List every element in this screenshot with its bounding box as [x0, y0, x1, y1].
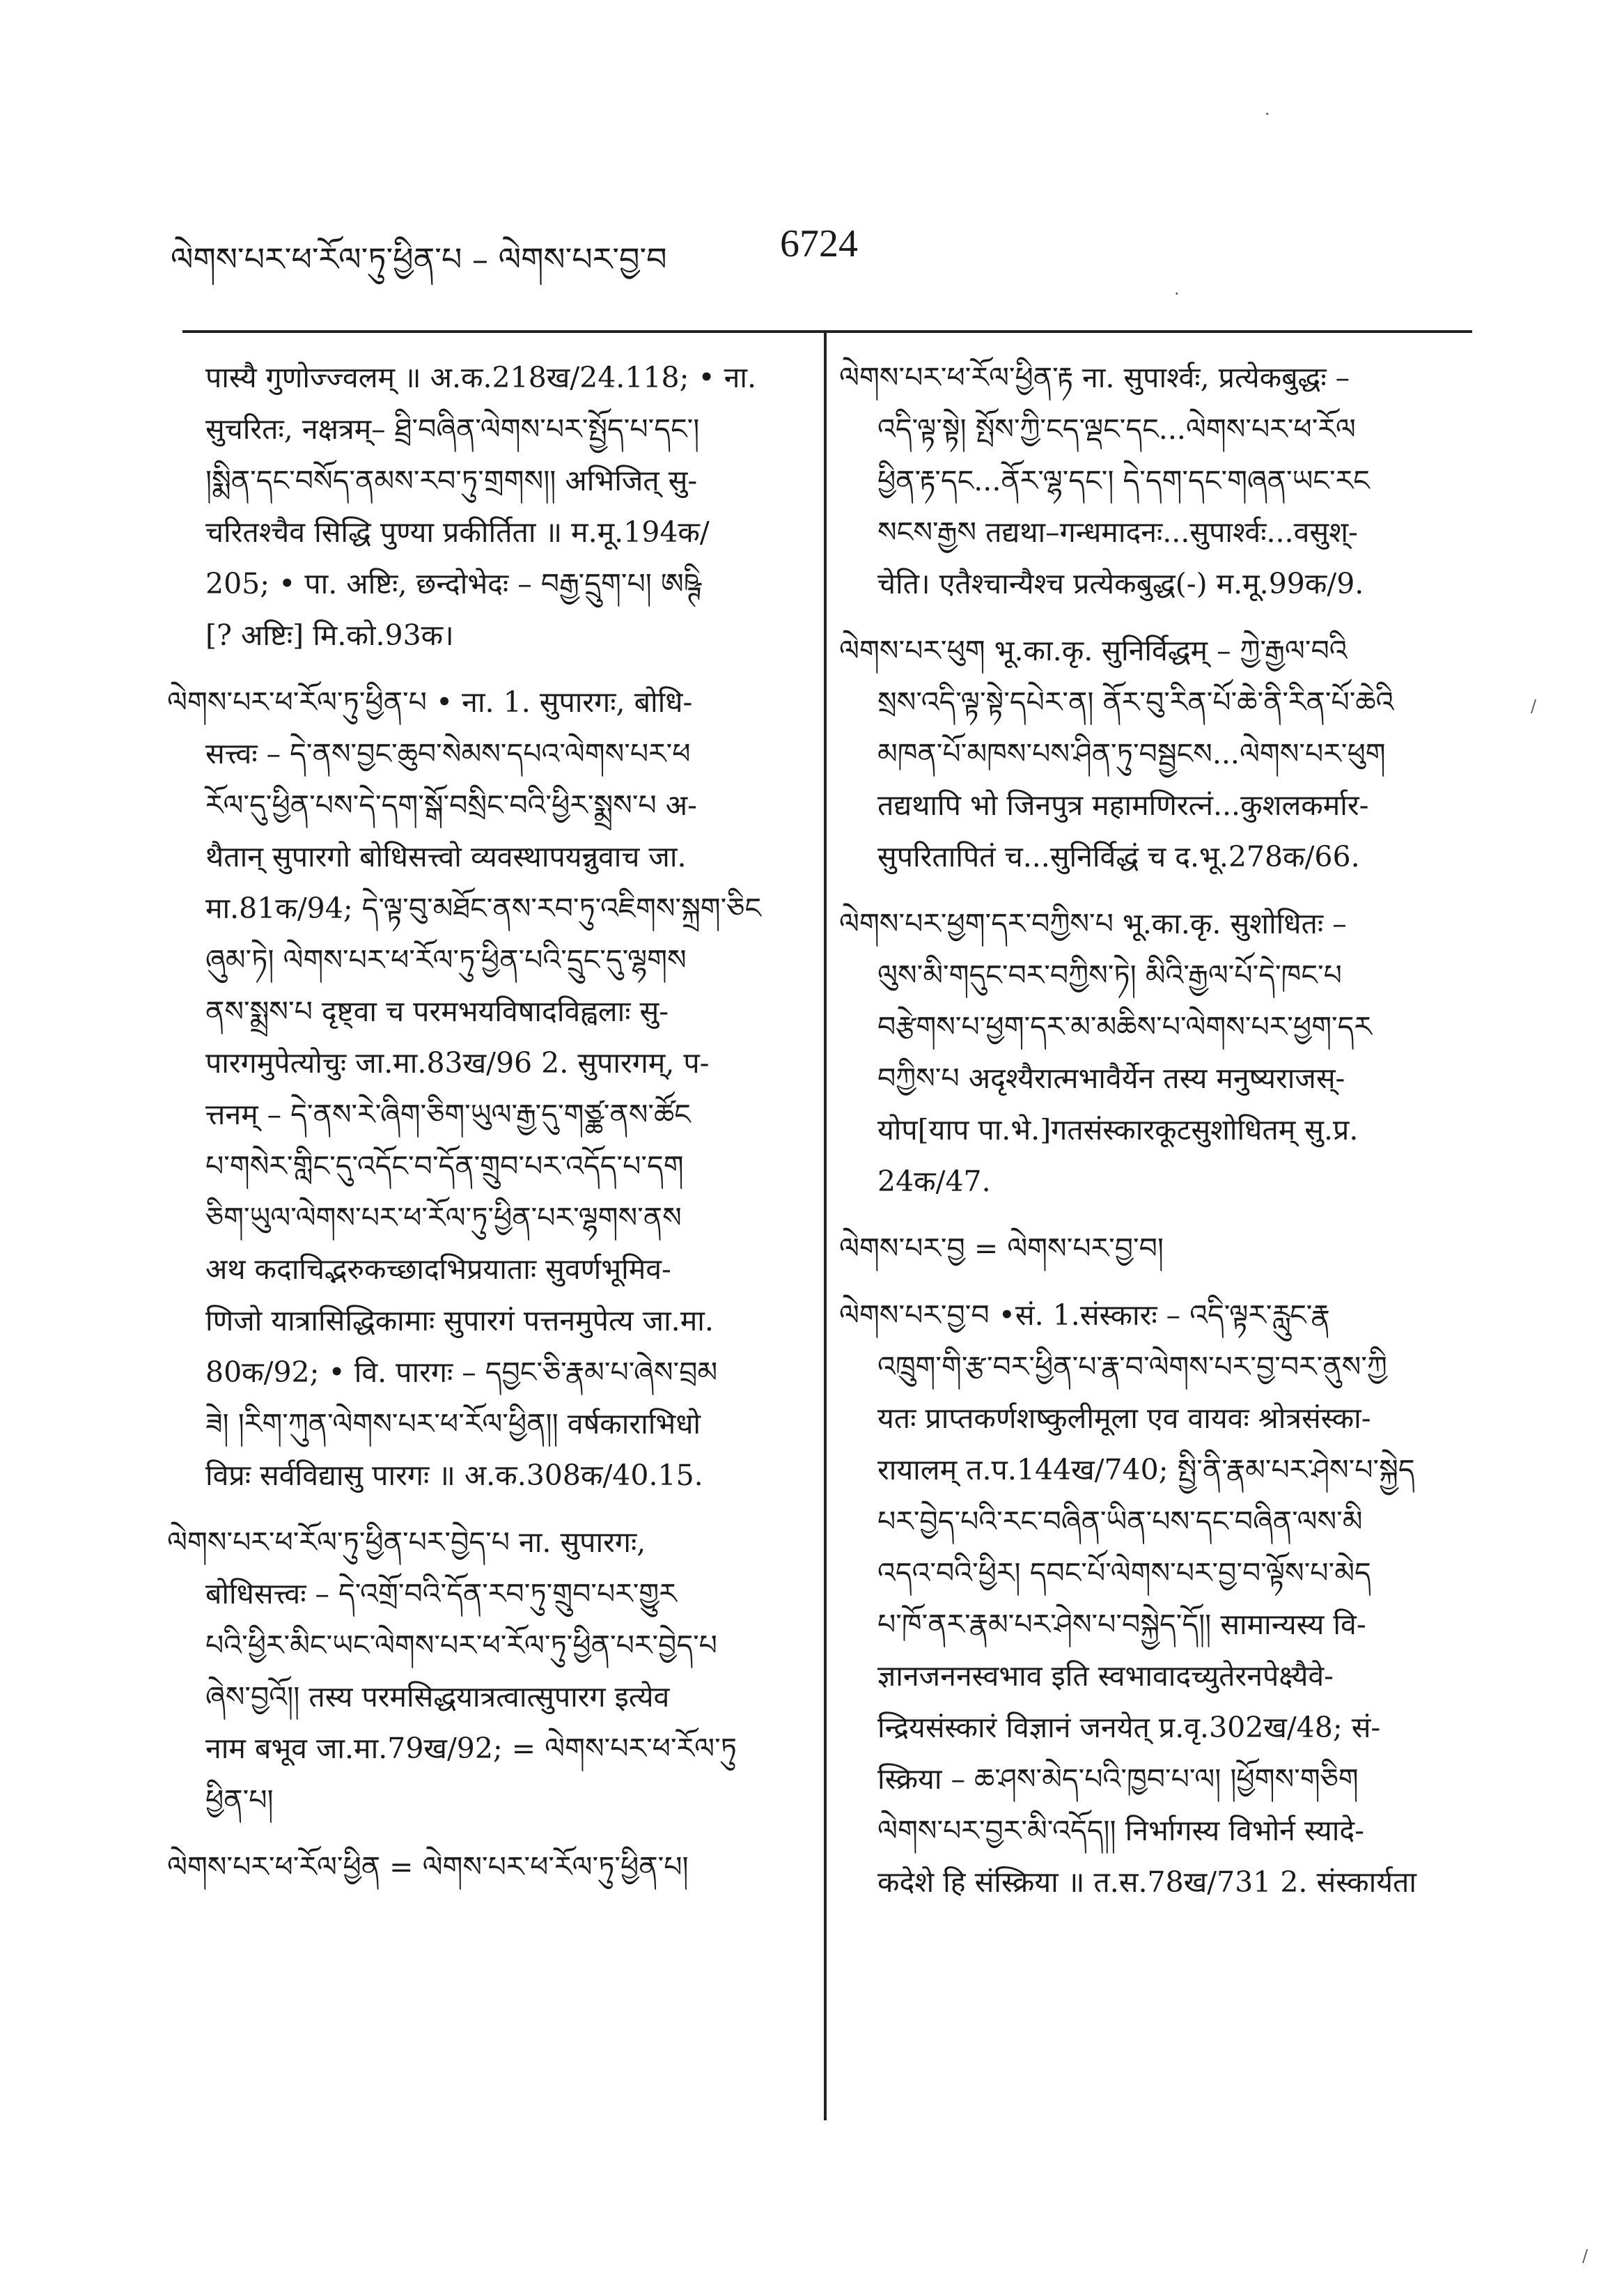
dictionary-entry: ལེགས་པར་ཕ་རོལ་ཏུ་ཕྱིན་པ • ना. 1. सुपारगः, बोधि- सत्त्वः – དེ་ནས་བྱང་ཆུབ་སེམས་དཔའ་ལེགས་པར་ཕ རོལ་དུ་ཕྱིན་པས་དེ་དག་སྒོ་བསྲིང་བའི་ཕྱིར་སྨྲས་པ अ- थैतान् सुपारगो बोधिसत्त्वो व्यवस्थापयन्नुवाच जा. मा.81क/94; དེ་ལྟ་བུ་མཐོང་ནས་རབ་ཏུ་འཇིགས་སྐྲག་ཅིང ཞུམ་ཏེ། ལེགས་པར་ཕ་རོལ་ཏུ་ཕྱིན་པའི་དྲུང་དུ་ལྷགས ནས་སྨྲས་པ दृष्ट्वा च परमभयविषादविह्वलाः सु- पारगमुपेत्योचुः जा.मा.83ख/96 2. सुपारगम्, प- त्तनम् – དེ་ནས་རེ་ཞིག་ཅིག་ཡུལ་རྒྱ་དུ་གཙྪ་ནས་ཚོང པ་གསེར་གླིང་དུ་འདོང་བ་དོན་གྲུབ་པར་འདོད་པ་དག ཅིག་ཡུལ་ལེགས་པར་ཕ་རོལ་ཏུ་ཕྱིན་པར་ལྷགས་ནས अथ कदाचिद्भरुकच्छादभिप्रयाताः सुवर्णभूमिव- णिजो यात्रासिद्धिकामाः सुपारगं पत्तनमुपेत्य जा.मा. 80क/92; • वि. पारगः – དབྱང་ཅི་རྣམ་པ་ཞེས་བྲམ ཟེ། །རིག་ཀུན་ལེགས་པར་ཕ་རོལ་ཕྱིན།། वर्षकाराभिधो विप्रः सर्वविद्यासु पारगः ॥ अ.क.308क/40.15. [167, 685, 762, 1492]
dictionary-entry: ལེགས་པར་ཕ་རོལ་ཏུ་ཕྱིན་པར་བྱེད་པ ना. सुपारगः, बोधिसत्त्वः – དེ་འགྲོ་བའི་དོན་རབ་ཏུ་གྲུབ་པར་གྱུར པའི་ཕྱིར་མིང་ཡང་ལེགས་པར་ཕ་རོལ་ཏུ་ཕྱིན་པར་བྱེད་པ ཞེས་བྱའོ།། तस्य परमसिद्धयात्रत्वात्सुपारग इत्येव नाम बभूव जा.मा.79ख/92; = ལེགས་པར་ཕ་རོལ་ཏུ ཕྱིན་པ། [167, 1525, 737, 1817]
scan-speck: / [1582, 2246, 1588, 2266]
running-header: ལེགས་པར་ཕ་རོལ་ཏུ་ཕྱིན་པ – ལེགས་པར་བྱ་བ [171, 240, 667, 278]
dictionary-entry: ལེགས་པར་ཕ་རོལ་ཕྱིན་རྟ ना. सुपार्श्वः, प्रत्येकबुद्धः – འདི་ལྟ་སྟེ། སྤོས་ཀྱི་ངད་ལྡང་དང...ལེགས་པར་ཕ་རོལ ཕྱིན་རྟ་དང...ནོར་ལྷ་དང་། དེ་དག་དང་གཞན་ཡང་རང སངས་རྒྱས तद्यथा–गन्धमादनः...सुपार्श्वः...वसुश्- चेति। एतैश्चान्यैश्च प्रत्येकबुद्ध(-) म.मू.99क/9. [839, 361, 1370, 600]
scan-speck: · [1174, 284, 1180, 304]
header-rule [182, 330, 1472, 333]
scan-speck: / [1531, 697, 1537, 716]
left-column [167, 352, 808, 1908]
dictionary-entry: ལེགས་པར་ཕ་རོལ་ཕྱིན = ལེགས་པར་ཕ་རོལ་ཏུ་ཕྱིན་པ། [167, 1850, 689, 1884]
dictionary-entry: ལེགས་པར་ཕུག भू.का.कृ. सुनिर्विद्धम् – ཀྱེ་རྒྱལ་བའི སྲས་འདི་ལྟ་སྟེ་དཔེར་ན། ནོར་བུ་རིན་པོ་ཆེ་ནི་རིན་པོ་ཆེའི མཁན་པོ་མཁས་པས་ཤིན་ཏུ་བསྦྱངས...ལེགས་པར་ཕུག तद्यथापि भो जिनपुत्र महामणिरत्नं...कुशलकर्मार- सुपरितापितं च...सुनिर्विद्धं च द.भू.278क/66. [839, 634, 1394, 873]
column-divider [824, 330, 827, 2120]
dictionary-entry: ལེགས་པར་ཕྱག་དར་བཀྱིས་པ भू.का.कृ. सुशोधितः – ལུས་མི་གདུང་བར་བཀྱིས་ཏེ། མིའི་རྒྱལ་པོ་དེ་ཁང་པ བརྩེགས་པ་ཕྱག་དར་མ་མཆིས་པ་ལེགས་པར་ཕྱག་དར བཀྱིས་པ अदृश्यैरात्मभावैर्येन तस्य मनुष्यराजस्- योप[याप पा.भे.]गतसंस्कारकूटसुशोधितम् सु.प्र. 24क/47. [839, 907, 1372, 1198]
dictionary-entry: ལེགས་པར་བྱ = ལེགས་པར་བྱ་བ། [839, 1232, 1164, 1265]
page-number: 6724 [780, 222, 858, 265]
right-column [839, 352, 1466, 1923]
scan-speck: · [1265, 104, 1270, 124]
dictionary-entry: ལེགས་པར་བྱ་བ •सं. 1.संस्कारः – འདི་ལྟར་རླུང་རྣ འཁྲུག་གི་རྩ་བར་ཕྱིན་པ་རྣ་བ་ལེགས་པར་བྱ་བར་ནུས་ཀྱི यतः प्राप्तकर्णशष्कुलीमूला एव वायवः श्रोत्रसंस्का- रायालम् त.प.144ख/740; སྤྱི་ནི་རྣམ་པར་ཤེས་པ་སྐྱེད པར་བྱེད་པའི་རང་བཞིན་ཡིན་པས་དང་བཞིན་ལས་མི འདའ་བའི་ཕྱིར། དབང་པོ་ལེགས་པར་བྱ་བ་ལྟོས་པ་མེད པ་ཁོ་ནར་རྣམ་པར་ཤེས་པ་བསྐྱེད་དོ།། सामान्यस्य वि- ज्ञानजननस्वभाव इति स्वभावादच्युतेरनपेक्ष्यैवे- न्द्रियसंस्कारं विज्ञानं जनयेत् प्र.वृ.302ख/48; सं- स्क्रिया – ཆ་ཤས་མེད་པའི་ཁྱབ་པ་ལ། །ཕྱོགས་གཅིག ལེགས་པར་བྱར་མི་འདོད།། निर्भागस्य विभोर्न स्यादे- कदेशे हि संस्क्रिया ॥ त.स.78ख/731 2. संस्कार्यता [839, 1298, 1417, 1899]
dictionary-entry: पास्यै गुणोज्ज्वलम् ॥ अ.क.218ख/24.118; • ना. सुचरितः, नक्षत्रम्– ཐྲི་བཞིན་ལེགས་པར་སྤྱོད་པ་དང་། །སྨིན་དང་བསོད་ནམས་རབ་ཏུ་གྲགས།། अभिजित् सु- चरितश्चैव सिद्धि पुण्या प्रकीर्तिता ॥ म.मू.194क/ 205; • पा. अष्टिः, छन्दोभेदः – བརྒྱ་དྲུག་པ། ཨཥྚི [? अष्टिः] मि.को.93क। [205, 361, 757, 652]
